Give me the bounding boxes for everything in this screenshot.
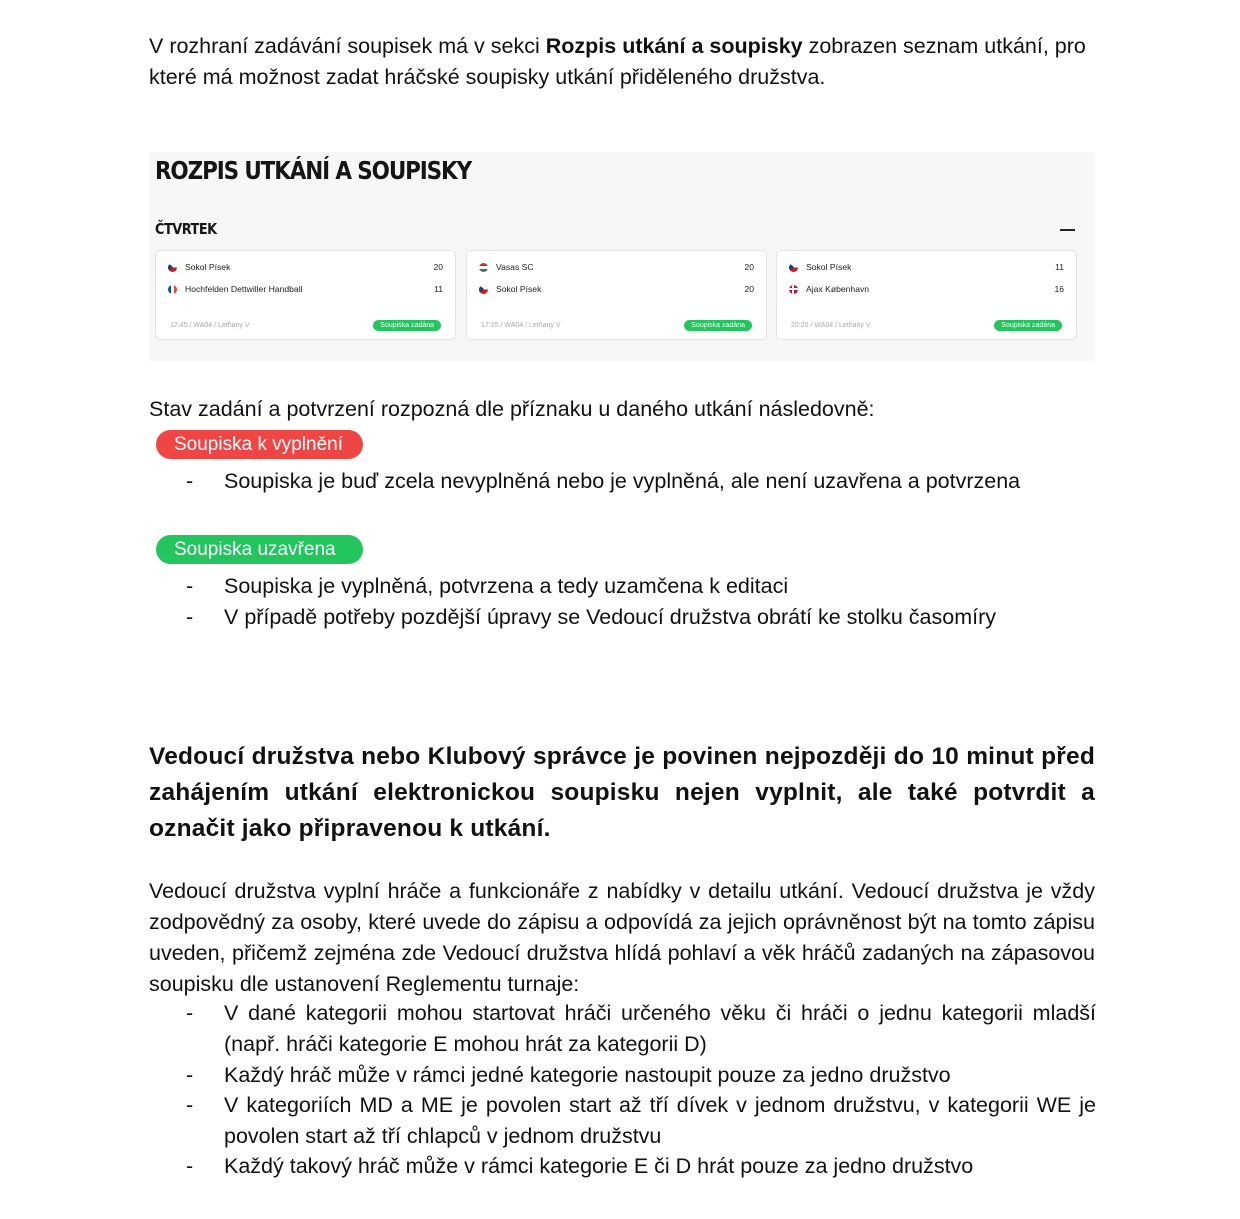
match-info: 20:20 / WA04 / Letňany V [791, 322, 871, 329]
team-name: Sokol Písek [496, 284, 542, 294]
match-card[interactable] [776, 250, 1077, 340]
intro-section-name: Rozpis utkání a soupisky [545, 34, 803, 58]
list-item-text: Soupiska je buď zcela nevyplněná nebo je vyplněná, ale není uzavřena a potvrzena [224, 469, 1021, 493]
away-team-row [168, 282, 443, 296]
intro-text-after: zobrazen seznam utkání, pro které má možnost zadat hráčské soupisky utkání přiděleného družstva. [149, 34, 1086, 89]
status-badge: Soupiska zadána [684, 320, 752, 331]
status-pill-closed: Soupiska uzavřena [156, 535, 363, 564]
schedule-title: ROZPIS UTKÁNÍ A SOUPISKY [155, 156, 472, 185]
list-item-text: V dané kategorii mohou startovat hráči určeného věku či hráči o jednu kategorii mladší (např. hráči kategorie E mohou hrát za kategorii D) [224, 1001, 1096, 1056]
match-info: 12:45 / WA04 / Letňany V [170, 322, 250, 329]
team-score: 11 [434, 284, 443, 294]
czech-flag-icon [168, 263, 177, 272]
list-item-text: Každý takový hráč může v rámci kategorie E či D hrát pouze za jedno družstvo [224, 1154, 974, 1178]
team-score: 20 [744, 284, 754, 294]
bullet-dash: - [186, 605, 194, 629]
team-score: 20 [744, 262, 754, 272]
intro-paragraph [149, 31, 1095, 93]
intro-text-before: V rozhraní zadávání soupisek má v sekci [149, 34, 546, 58]
match-card[interactable] [466, 250, 767, 340]
hungarian-flag-icon [479, 263, 488, 272]
bullet-dash: - [186, 469, 194, 493]
status-pill-unfilled: Soupiska k vyplnění [156, 430, 363, 459]
match-info: 17:25 / WA04 / Letňany V [481, 322, 561, 329]
team-name: Sokol Písek [185, 262, 231, 272]
czech-flag-icon [479, 285, 488, 294]
bullet-dash: - [186, 1154, 194, 1178]
status-intro: Stav zadání a potvrzení rozpozná dle příznaku u daného utkání následovně: [149, 397, 875, 421]
status-badge: Soupiska zadána [373, 320, 441, 331]
list-item-text: V kategoriích MD a ME je povolen start až tří dívek v jednom družstvu, v kategorii WE je povolen start až tří chlapců v jednom družstvu [224, 1093, 1096, 1148]
french-flag-icon [168, 285, 177, 294]
day-heading: ČTVRTEK [155, 220, 217, 238]
deadline-warning: Vedoucí družstva nebo Klubový správce je povinen nejpozději do 10 minut před zahájením utkání elektronickou soupisku nejen vyplnit, ale také potvrdit a označit jako připravenou k utkání. [149, 743, 1095, 842]
list-item-text: Soupiska je vyplněná, potvrzena a tedy uzamčena k editaci [224, 574, 789, 598]
schedule-screenshot [149, 152, 1095, 361]
status-badge: Soupiska zadána [994, 320, 1062, 331]
team-score: 16 [1054, 284, 1064, 294]
bullet-dash: - [186, 1063, 194, 1087]
czech-flag-icon [789, 263, 798, 272]
rules-intro: Vedoucí družstva vyplní hráče a funkcionáře z nabídky v detailu utkání. Vedoucí družstva je vždy zodpovědný za osoby, které uvede do zápisu a odpovídá za jejich oprávněnost být na tomto zápisu uveden, přičemž zejména zde Vedoucí družstva hlídá pohlaví a věk hráčů zadaných na zápasovou soupisku dle ustanovení Reglementu turnaje: [149, 879, 1095, 996]
team-name: Ajax København [806, 284, 870, 294]
home-team-row [479, 260, 754, 274]
away-team-row [789, 282, 1064, 296]
bullet-dash: - [186, 574, 194, 598]
team-score: 20 [433, 262, 443, 272]
team-name: Sokol Písek [806, 262, 852, 272]
away-team-row [479, 282, 754, 296]
home-team-row [789, 260, 1064, 274]
bullet-dash: - [186, 1093, 194, 1117]
team-score: 11 [1055, 262, 1064, 272]
bullet-dash: - [186, 1001, 194, 1025]
home-team-row [168, 260, 443, 274]
collapse-icon[interactable] [1060, 229, 1075, 231]
list-item-text: Každý hráč může v rámci jedné kategorie nastoupit pouze za jedno družstvo [224, 1063, 951, 1087]
team-name: Vasas SC [496, 262, 534, 272]
danish-flag-icon [789, 285, 798, 294]
match-card[interactable] [155, 250, 456, 340]
team-name: Hochfelden Dettwiller Handball [185, 284, 303, 294]
list-item-text: V případě potřeby pozdější úpravy se Vedoucí družstva obrátí ke stolku časomíry [224, 605, 997, 629]
